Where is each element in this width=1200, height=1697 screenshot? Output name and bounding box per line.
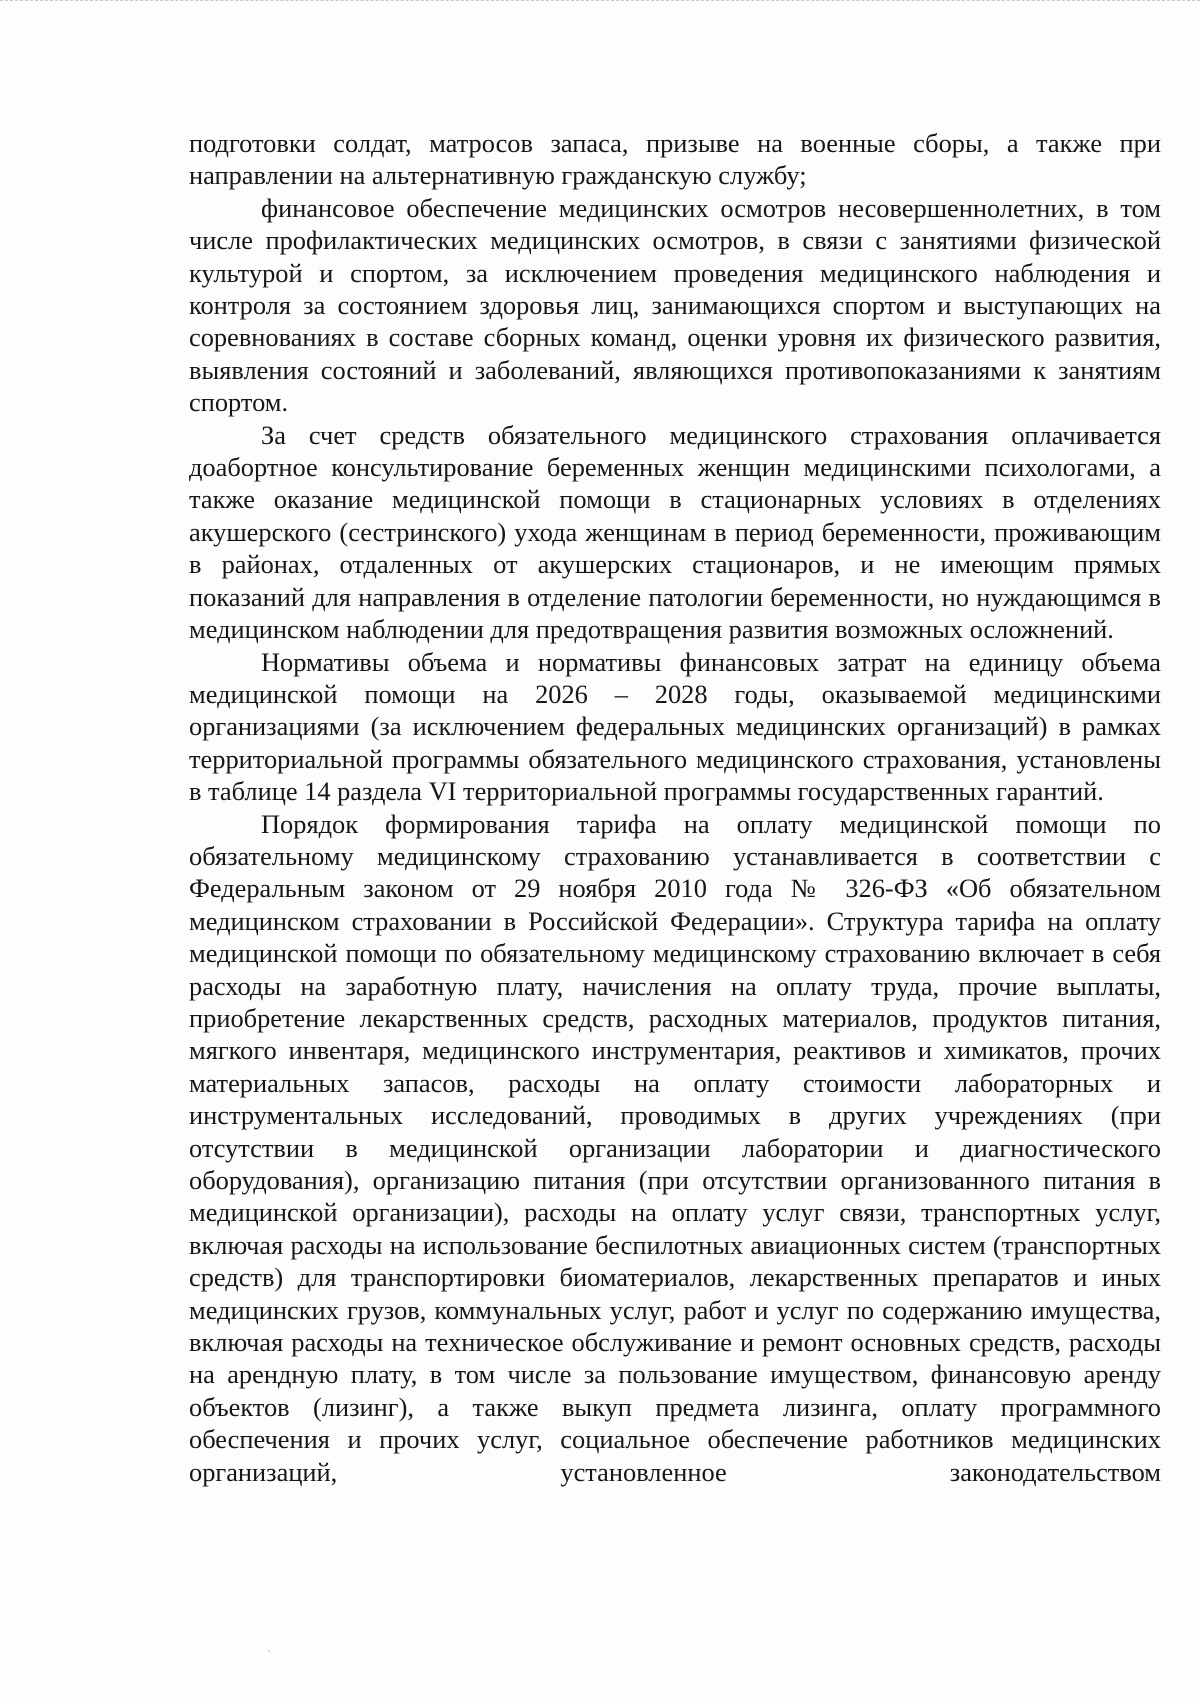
- scan-dust-mark: [268, 1650, 270, 1652]
- page-top-edge: [0, 0, 1200, 4]
- paragraph-tariff-structure: Порядок формирования тарифа на оплату медицинской помощи по обязательному медицинскому страхованию устанавливается в соответствии с Федеральным законом от 29 ноября 2010 года № 326-ФЗ «Об обязательном медицинском страховании в Российской Федерации». Структура тарифа на оплату медицинской помощи по обязательному медицинскому страхованию включает в себя расходы на заработную плату, начисления на оплату труда, прочие выплаты, приобретение лекарственных средств, расходных материалов, продуктов питания, мягкого инвентаря, медицинского инструментария, реактивов и химикатов, прочих материальных запасов, расходы на оплату стоимости лабораторных и инструментальных исследований, проводимых в других учреждениях (при отсутствии в медицинской организации лаборатории и диагностического оборудования), организацию питания (при отсутствии организованного питания в медицинской организации), расходы на оплату услуг связи, транспортных услуг, включая расходы на использование беспилотных авиационных систем (транспортных средств) для транспортировки биоматериалов, лекарственных препаратов и иных медицинских грузов, коммунальных услуг, работ и услуг по содержанию имущества, включая расходы на техническое обслуживание и ремонт основных средств, расходы на арендную плату, в том числе за пользование имуществом, финансовую аренду объектов (лизинг), а также выкуп предмета лизинга, оплату программного обеспечения и прочих услуг, социальное обеспечение работников медицинских организаций, установленное законодательством: [189, 808, 1161, 1487]
- document-body: [189, 127, 1161, 1488]
- paragraph-volume-norms: Нормативы объема и нормативы финансовых затрат на единицу объема медицинской помощи на 2026 – 2028 годы, оказываемой медицинскими организациями (за исключением федеральных медицинских организаций) в рамках территориальной программы обязательного медицинского страхования, установлены в таблице 14 раздела VI территориальной программы государственных гарантий.: [189, 646, 1161, 807]
- paragraph-minor-medical-exams: финансовое обеспечение медицинских осмотров несовершеннолетних, в том числе профилактических медицинских осмотров, в связи с занятиями физической культурой и спортом, за исключением проведения медицинского наблюдения и контроля за состоянием здоровья лиц, занимающихся спортом и выступающих на соревнованиях в составе сборных команд, оценки уровня их физического развития, выявления состояний и заболеваний, являющихся противопоказаниями к занятиям спортом.: [189, 192, 1161, 418]
- paragraph-continuation: подготовки солдат, матросов запаса, призыве на военные сборы, а также при направлении на альтернативную гражданскую службу;: [189, 128, 1161, 191]
- paragraph-oms-pregnancy-care: За счет средств обязательного медицинского страхования оплачивается доабортное консультирование беременных женщин медицинскими психологами, а также оказание медицинской помощи в стационарных условиях в отделениях акушерского (сестринского) ухода женщинам в период беременности, проживающим в районах, отдаленных от акушерских стационаров, и не имеющим прямых показаний для направления в отделение патологии беременности, но нуждающимся в медицинском наблюдении для предотвращения развития возможных осложнений.: [189, 419, 1161, 645]
